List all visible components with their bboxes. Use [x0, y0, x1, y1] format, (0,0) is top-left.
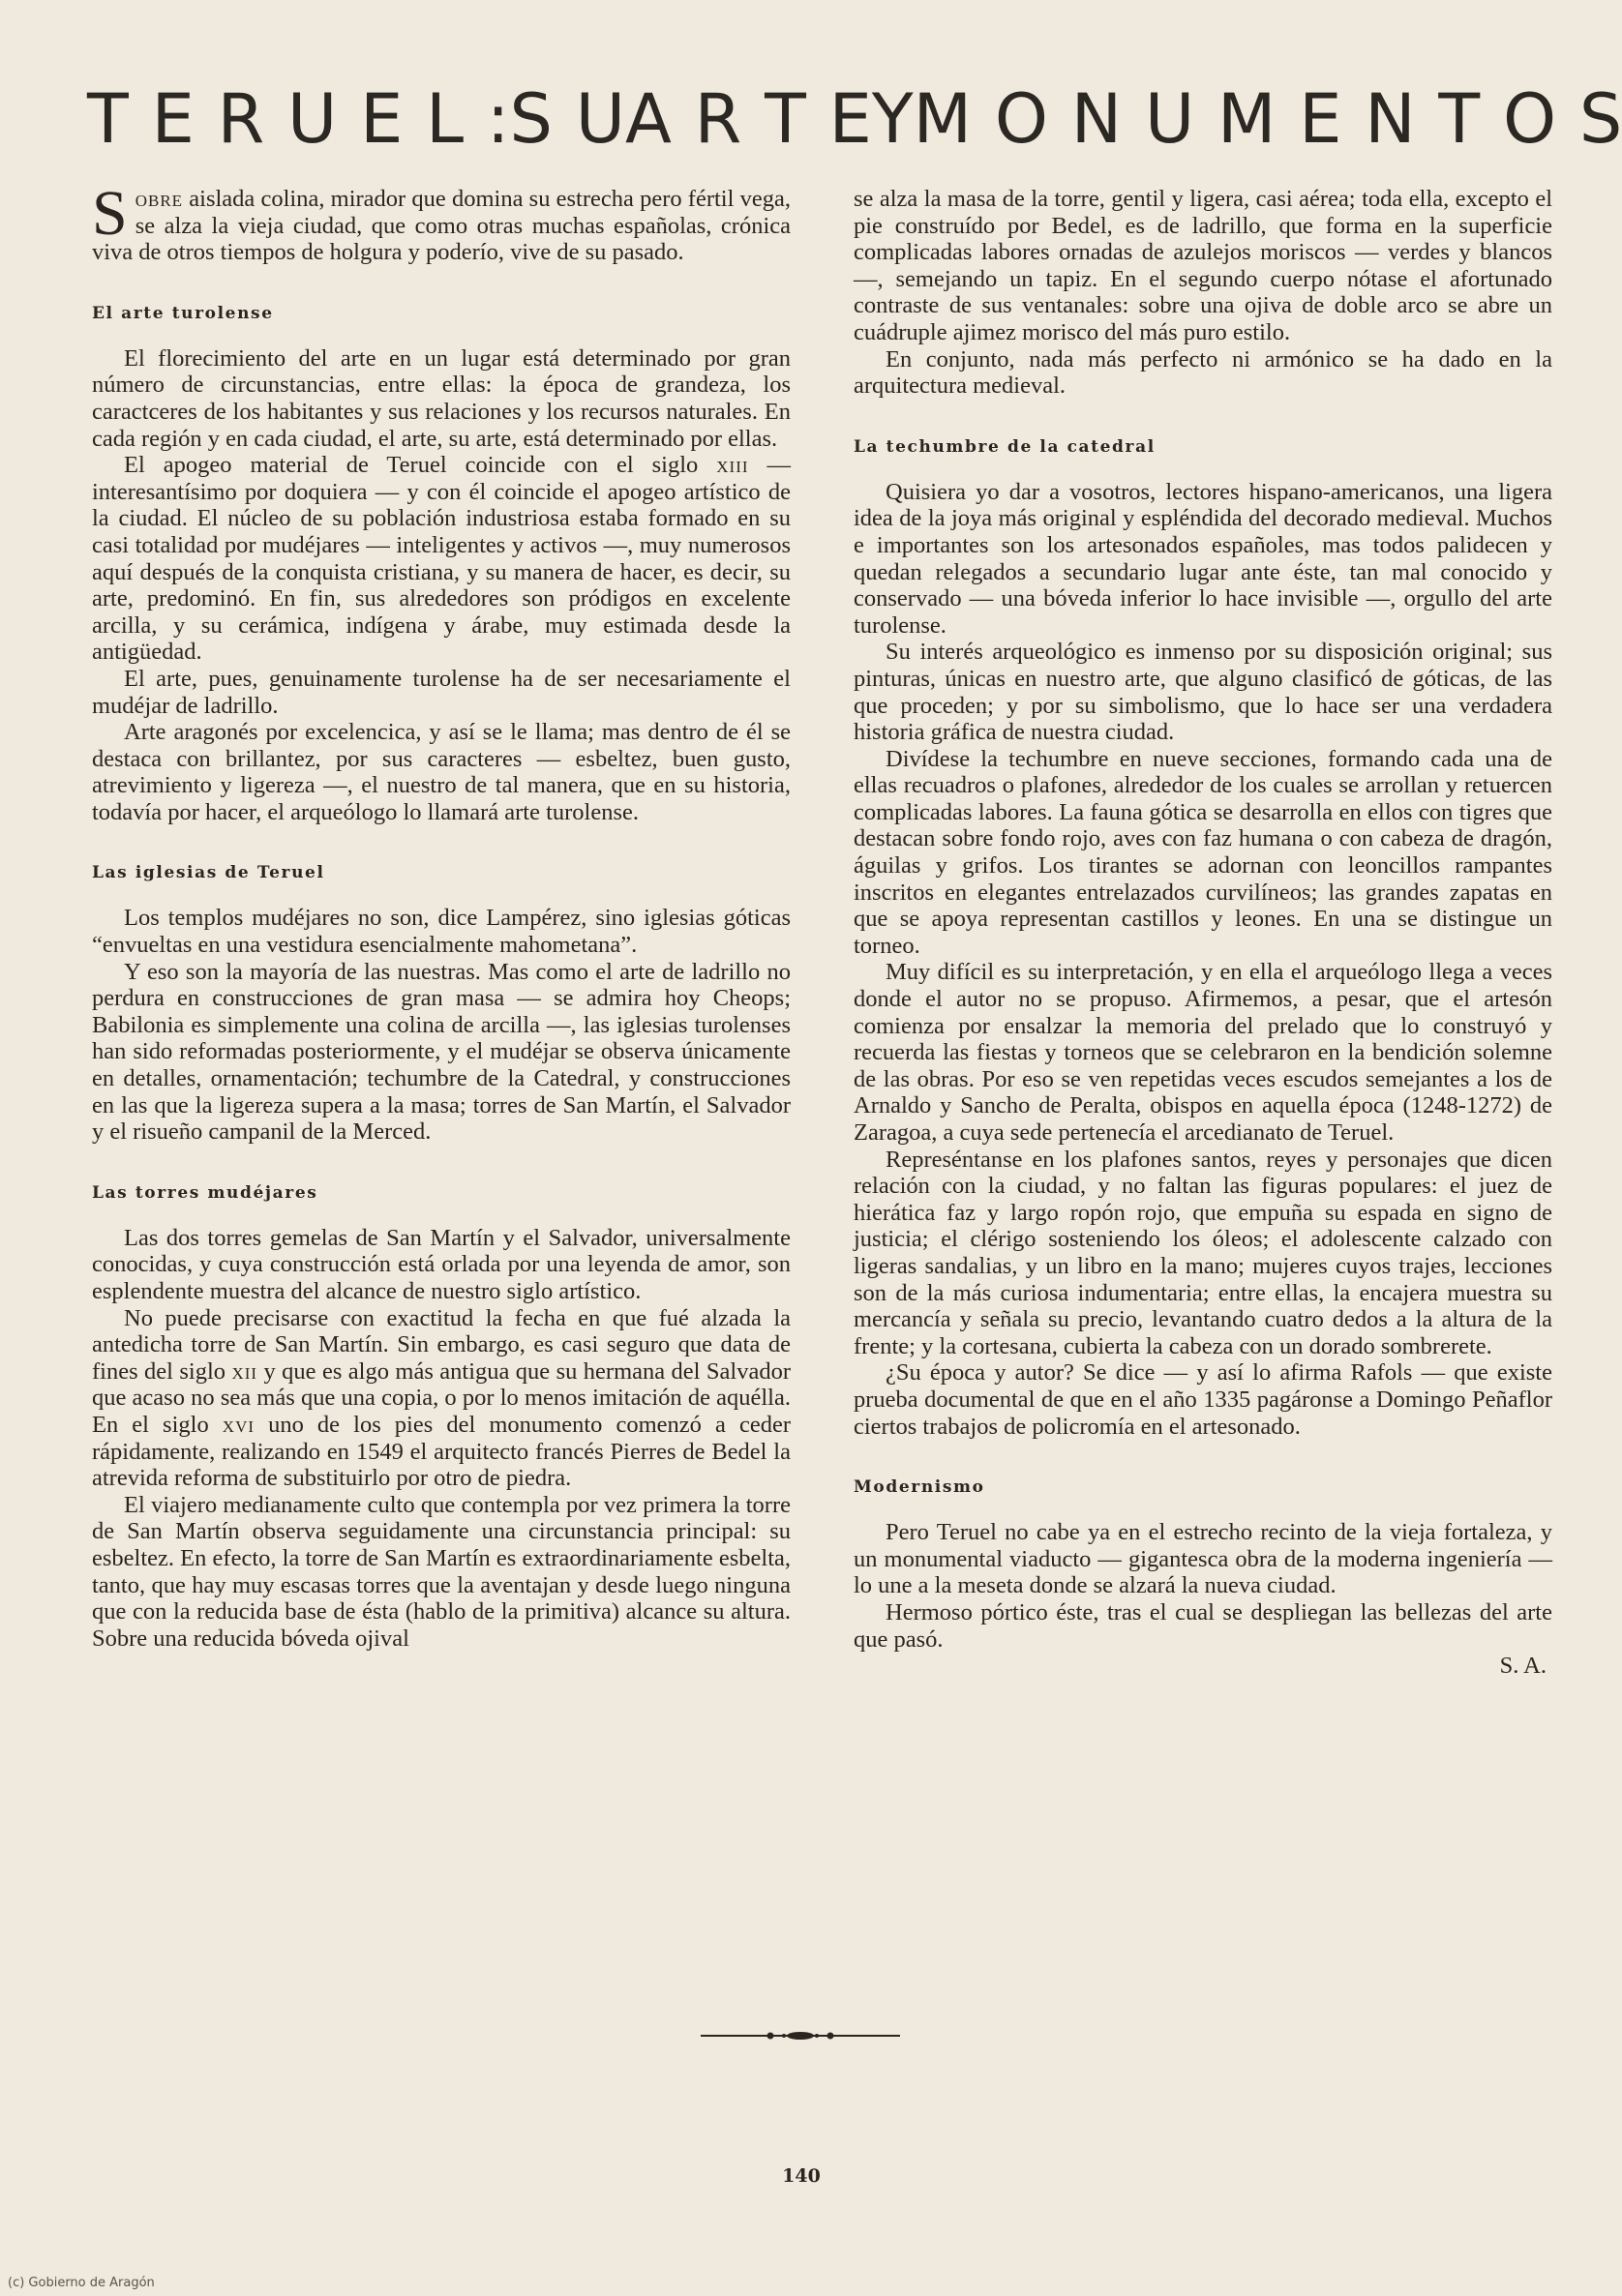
title-letter: U	[1144, 79, 1195, 159]
title-letter: E	[151, 79, 195, 159]
title-word-4	[872, 75, 914, 163]
copyright-notice: (c) Gobierno de Aragón	[8, 2276, 155, 2290]
paragraph: Quisiera yo dar a vosotros, lectores hispano-americanos, una ligera idea de la joya más original y espléndida del decorado medieval. Muchos e importantes son los artesonados españoles, mas todos palidecen y quedan relegados a secundario lugar ante éste, tan mal conocido y conservado — una bóveda inferior lo hace invisible —, orgullo del arte turolense.	[854, 478, 1552, 639]
title-letter: L	[426, 79, 465, 159]
title-letter: M	[913, 79, 973, 159]
title-letter: O	[1502, 79, 1557, 159]
title-letter: U	[287, 79, 338, 159]
title-letter: A	[624, 79, 672, 159]
paragraph: Los templos mudéjares no son, dice Lampérez, sino iglesias góticas “envueltas en una vestidura esencialmente mahometana”.	[92, 905, 791, 959]
paragraph: Represéntanse en los plafones santos, reyes y personajes que dicen relación con la ciudad, y no faltan las figuras populares: el juez de hierática faz y largo ropón rojo, que empuña su espada en signo de justicia; el clérigo sosteniendo los óleos; el adolescente calzado con ligeras sandalias, y un libro en la mano; mujeres cuyos trajes, lecciones son de la más curiosa indumentaria; entre ellas, la encajera muestra su mercancía y señala su precio, levantando cuatro dedos a la altura de la frente; y la cortesana, cubierta la cabeza con un dorado sombrerete.	[854, 1146, 1552, 1359]
paragraph: ¿Su época y autor? Se dice — y así lo afirma Rafols — que existe prueba documental de que en el año 1335 pagáronse a Domingo Peñaflor ciertos trabajos de policromía en el artesonado.	[854, 1359, 1552, 1440]
page-title	[87, 75, 1622, 163]
paragraph: Y eso son la mayoría de las nuestras. Mas como el arte de ladrillo no perdura en construcciones de gran masa — se admira hoy Cheops; Babilonia es simplemente una colina de arcilla —, las iglesias turolenses han sido reformadas posteriormente, y el mudéjar se observa únicamente en detalles, ornamentación; techumbre de la Catedral, y construcciones en las que la ligereza supera a la masa; torres de San Martín, el Salvador y el risueño campanil de la Merced.	[92, 958, 791, 1146]
paragraph: Hermoso pórtico éste, tras el cual se despliegan las bellezas del arte que pasó.	[854, 1598, 1552, 1653]
paragraph: Muy difícil es su interpretación, y en ella el arqueólogo llega a veces donde el autor no se propuso. Afirmemos, a pesar, que el artesón comienza por ensalzar la memoria del prelado que lo construyó y recuerda las fiestas y torneos que se celebraron en la bendición solemne de las obras. Por eso se ven repetidas veces escudos semejantes a los de Arnaldo y Sancho de Peralta, obispos en aquella época (1248-1272) de Zaragoa, a cuya sede pertenecía el arcedianato de Teruel.	[854, 959, 1552, 1146]
title-letter: U	[575, 79, 625, 159]
left-column	[92, 178, 792, 1652]
title-letter: T	[87, 79, 129, 159]
title-letter: S	[1578, 79, 1622, 159]
intro-paragraph	[92, 178, 791, 266]
page-number: 140	[782, 2165, 821, 2187]
title-letter: R	[217, 79, 265, 159]
title-letter: R	[694, 79, 742, 159]
title-word-3	[625, 75, 872, 163]
author-signature: S. A.	[1499, 1653, 1547, 1680]
paragraph: Pero Teruel no cabe ya en el estrecho recinto de la vieja fortaleza, y un monumental viaducto — gigantesca obra de la moderna ingeniería — lo une a la meseta donde se alzará la nueva ciudad.	[854, 1519, 1552, 1599]
paragraph: El florecimiento del arte en un lugar está determinado por gran número de circunstancias, entre ellas: la época de grandeza, los caractceres de los habitantes y sus relaciones y los recursos naturales. En cada región y en cada ciudad, el arte, su arte, está determinado por ellas.	[92, 344, 791, 452]
title-letter: N	[1365, 79, 1416, 159]
title-letter: M	[1217, 79, 1277, 159]
title-letter: E	[828, 79, 872, 159]
paragraph: El viajero medianamente culto que contempla por vez primera la torre de San Martín observa seguidamente una circunstancia principal: su esbeltez. En efecto, la torre de San Martín es extraordinariamente esbelta, tanto, que hay muy escasas torres que la aventajan y desde luego ninguna que con la reducida base de ésta (hablo de la primitiva) alcance su altura. Sobre una reducida bóveda ojival	[92, 1491, 791, 1652]
paragraph: En conjunto, nada más perfecto ni armónico se ha dado en la arquitectura medieval.	[854, 345, 1552, 400]
title-word-2	[510, 75, 625, 163]
section-heading-torres: Las torres mudéjares	[92, 1182, 318, 1203]
title-letter: E	[360, 79, 404, 159]
drop-cap: S	[92, 178, 128, 249]
intro-text: aislada colina, mirador que domina su estrecha pero fértil vega, se alza la vieja ciudad, que como otras muchas españolas, crónica viva de otros tiempos de holgura y poderío, vive de su pasado.	[92, 186, 791, 266]
title-letter: E	[1299, 79, 1342, 159]
intro-lead: obre	[135, 186, 184, 212]
paragraph: El arte, pues, genuinamente turolense ha de ser necesariamente el mudéjar de ladrillo.	[92, 665, 791, 719]
paragraph: Arte aragonés por excelencica, y así se le llama; mas dentro de él se destaca con brillantez, por sus caracteres — esbeltez, buen gusto, atrevimiento y ligereza —, el nuestro de tal manera, que en su historia, todavía por hacer, el arqueólogo lo llamará arte turolense.	[92, 719, 791, 825]
right-column	[854, 186, 1552, 1680]
title-letter: T	[765, 79, 806, 159]
paragraph: Su interés arqueológico es inmenso por su disposición original; sus pinturas, únicas en nuestro arte, que alguno clasificó de góticas, de las que proceden; y por su simbolismo, que lo hace ser una verdadera historia gráfica de nuestra ciudad.	[854, 639, 1552, 746]
title-letter: Y	[871, 79, 914, 159]
title-letter: T	[1438, 79, 1481, 159]
section-heading-modernismo: Modernismo	[854, 1477, 985, 1498]
paragraph-continued: se alza la masa de la torre, gentil y ligera, casi aérea; toda ella, excepto el pie construído por Bedel, es de ladrillo, que forma en la superficie complicadas labores ornadas de azulejos moriscos — verdes y blancos —, semejando un tapiz. En el segundo cuerpo nótase el afortunado contraste de sus ventanales: sobre una ojiva de doble arco se abre un cuádruple ajimez morisco del más puro estilo.	[854, 186, 1552, 345]
title-letter: O	[994, 79, 1048, 159]
section-heading-arte: El arte turolense	[92, 303, 274, 323]
divider-ornament	[701, 2028, 900, 2043]
section-heading-techumbre: La techumbre de la catedral	[854, 436, 1156, 457]
paragraph: Las dos torres gemelas de San Martín y el Salvador, universalmente conocidas, y cuya construcción está orlada por una leyenda de amor, son esplendente muestra del alcance de nuestro siglo artístico.	[92, 1224, 791, 1304]
paragraph: No puede precisarse con exactitud la fecha en que fué alzada la antedicha torre de San Martín. Sin embargo, es casi seguro que data de fines del siglo xii y que es algo más antigua que su hermana del Salvador que acaso no sea más que una copia, o por lo menos imitación de aquélla. En el siglo xvi uno de los pies del monumento comenzó a ceder rápidamente, realizando en 1549 el arquitecto francés Pierres de Bedel la atrevida reforma de substituirlo por otro de piedra.	[92, 1304, 791, 1492]
title-word-5	[914, 75, 1622, 163]
paragraph: El apogeo material de Teruel coincide con el siglo xiii — interesantísimo por doquiera — y con él coincide el apogeo artístico de la ciudad. El núcleo de su población industriosa estaba formado en su casi totalidad por mudéjares — inteligentes y activos —, muy numerosos aquí después de la conquista cristiana, y su manera de hacer, es decir, su arte, predominó. En fin, sus alrededores son pródigos en excelente arcilla, y su cerámica, indígena y árabe, muy estimada desde la antigüedad.	[92, 452, 792, 666]
title-letter: S	[509, 79, 553, 159]
paragraph: Divídese la techumbre en nueve secciones, formando cada una de ellas recuadros o plafones, alrededor de los cuales se arrollan y retuercen complicadas labores. La fauna gótica se desarrolla en ellos con tigres que destacan sobre fondo rojo, aves con faz humana o con cabeza de dragón, águilas y grifos. Los tirantes se adornan con leoncillos rampantes inscritos en elegantes entrelazados curvilíneos; las grandes zapatas en que se apoya representan castillos y leones. En una se distingue un torneo.	[854, 745, 1552, 959]
title-letter: N	[1070, 79, 1123, 159]
title-letter: :	[486, 79, 510, 159]
section-heading-iglesias: Las iglesias de Teruel	[92, 863, 325, 883]
title-word-1	[87, 75, 510, 163]
